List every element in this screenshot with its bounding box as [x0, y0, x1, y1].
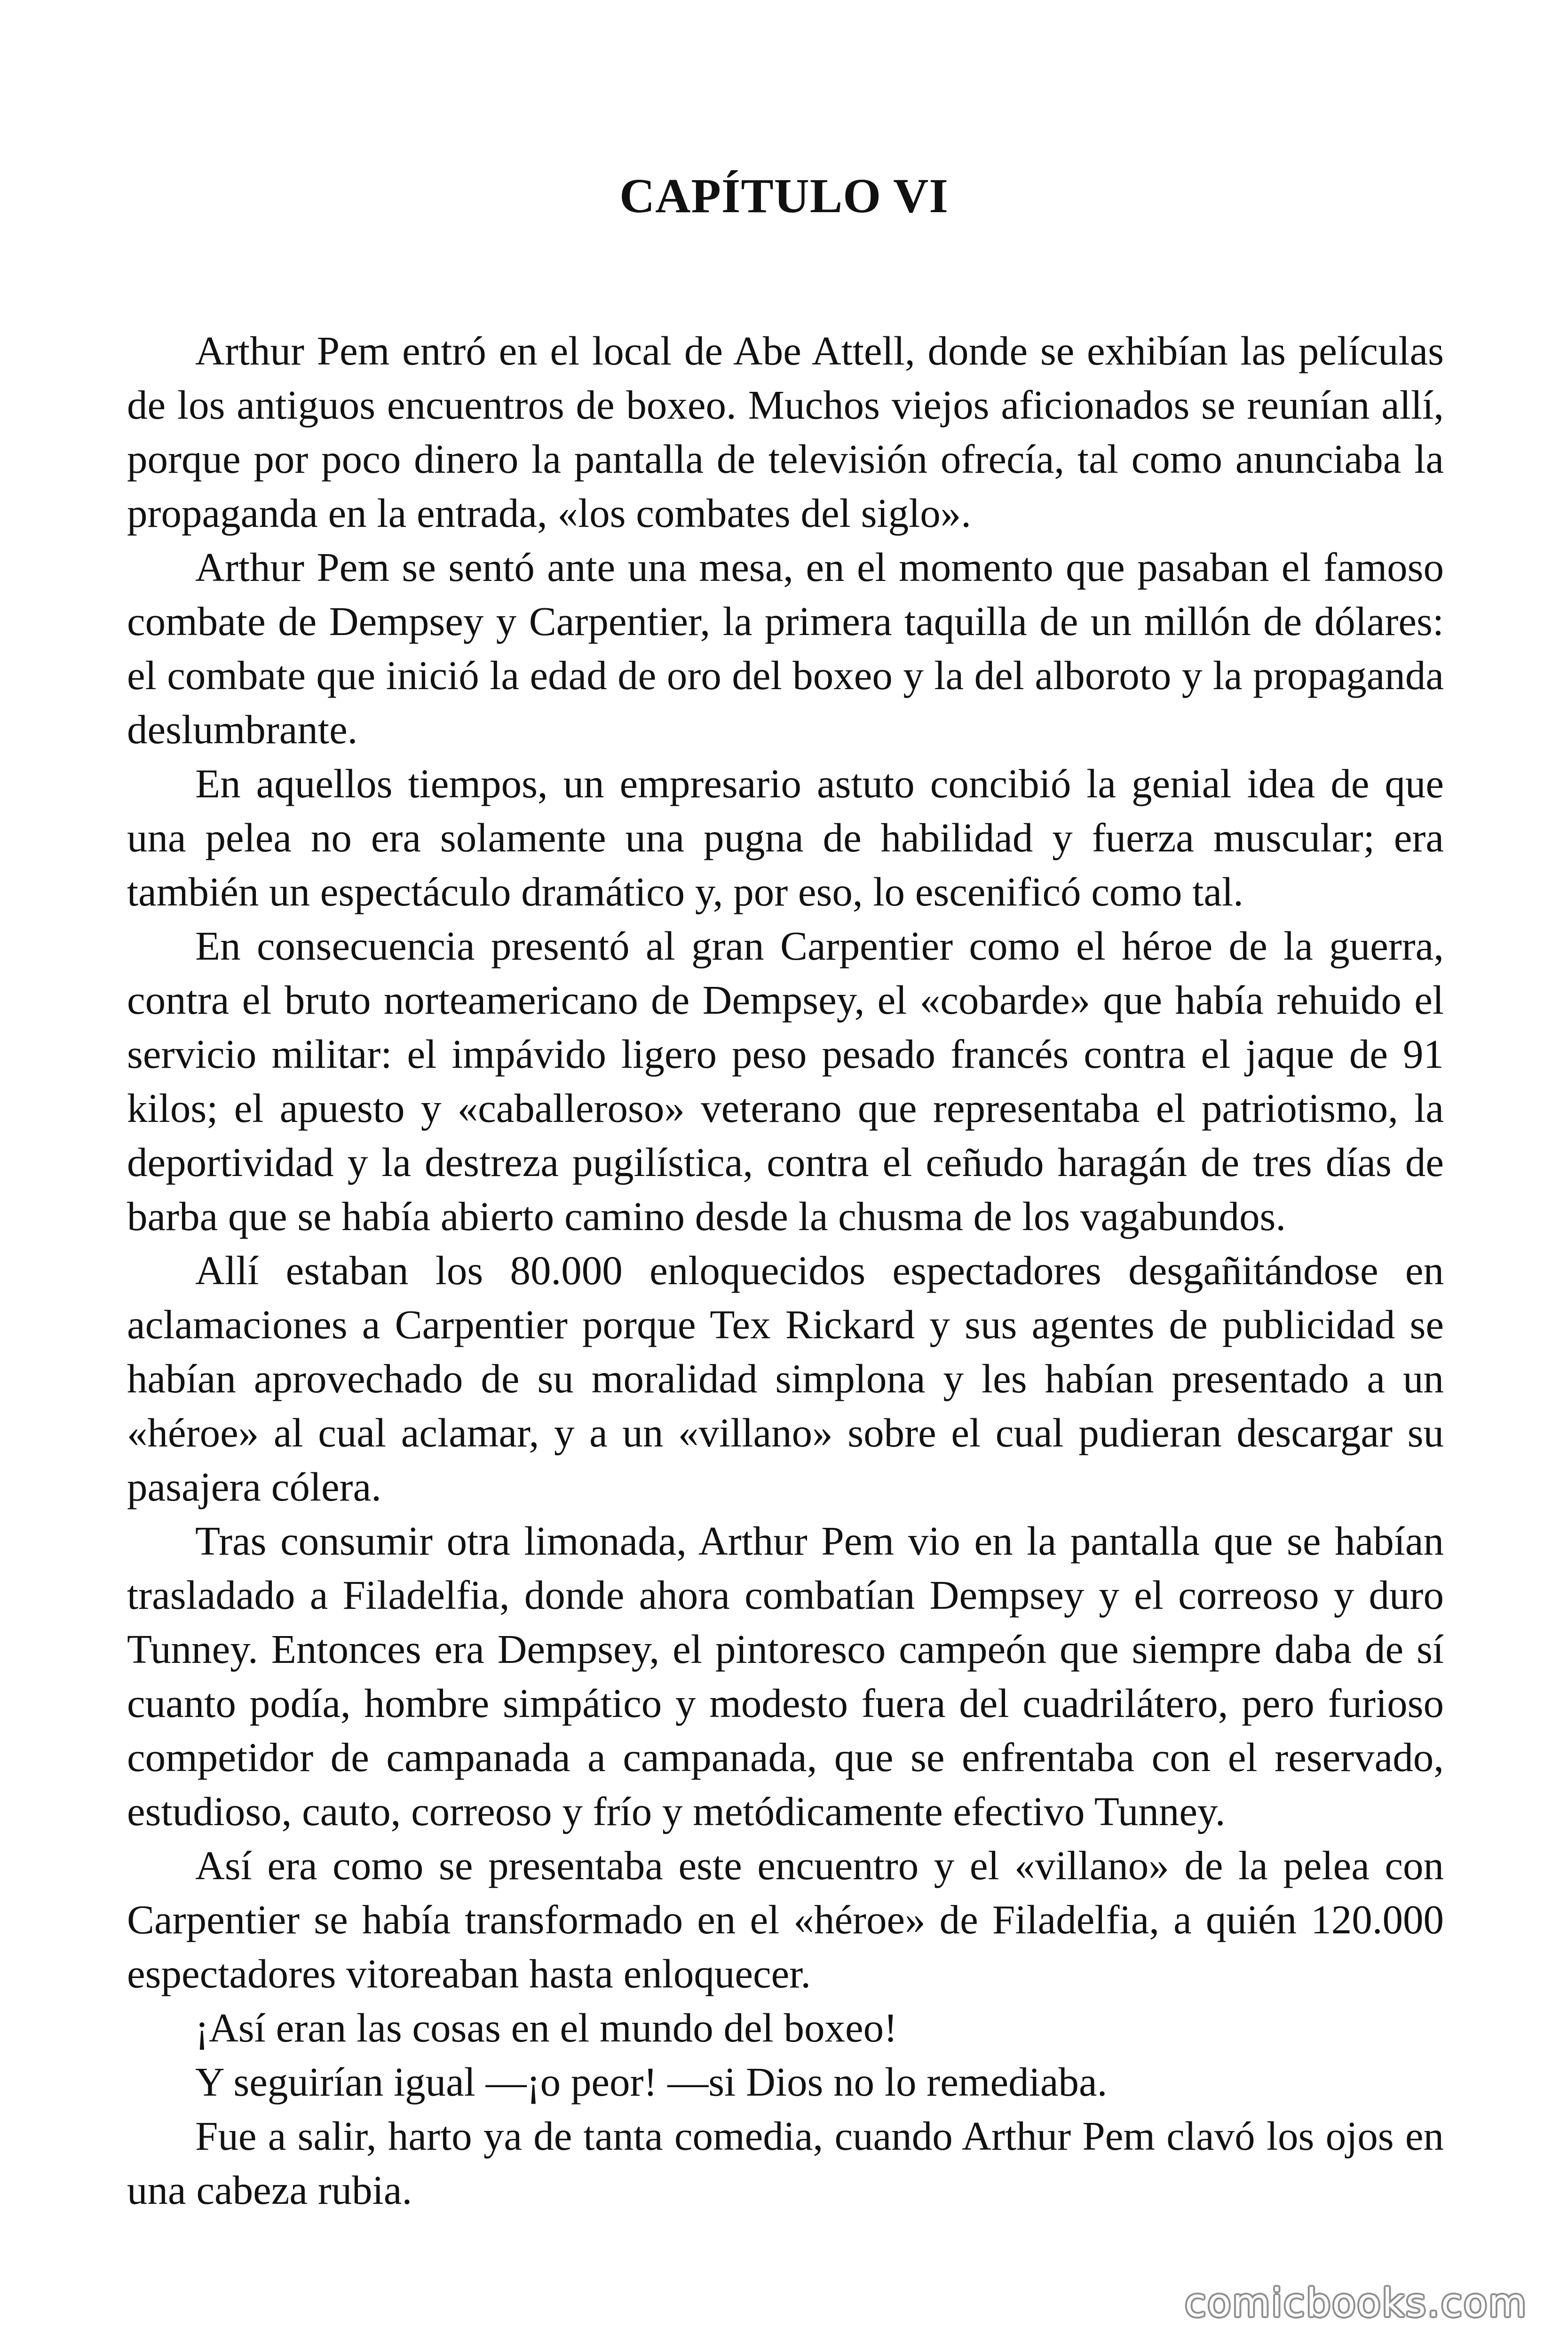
paragraph-9: Y seguirían igual —¡o peor! —si Dios no lo remediaba.: [195, 2059, 1108, 2105]
watermark: comicbooks.com: [1185, 2281, 1528, 2326]
paragraph-8: ¡Así eran las cosas en el mundo del boxeo!: [195, 2005, 898, 2050]
paragraph-4: En consecuencia presentó al gran Carpentier como el héroe de la guerra, contra el bruto norteamericano de Dempsey, el «cobarde» que había rehuido el servicio militar: el impávido ligero peso pesado francés contra el jaque de 91 kilos; el apuesto y «caballeroso» veterano que representaba el patriotismo, la deportividad y la destreza pugilística, contra el ceñudo haragán de tres días de barba que se había abierto camino desde la chusma de los vagabundos.: [127, 923, 1444, 1239]
paragraph-3: En aquellos tiempos, un empresario astuto concibió la genial idea de que una pelea no era solamente una pugna de habilidad y fuerza muscular; era también un espectáculo dramático y, por eso, lo escenificó como tal.: [127, 761, 1444, 914]
chapter-title: CAPÍTULO VI: [619, 169, 949, 223]
paragraph-7: Así era como se presentaba este encuentro y el «villano» de la pelea con Carpentier se había transformado en el «héroe» de Filadelfia, a quién 120.000 espectadores vitoreaban hasta enloquecer.: [127, 1843, 1444, 1996]
paragraph-6: Tras consumir otra limonada, Arthur Pem vio en la pantalla que se habían trasladado a Filadelfia, donde ahora combatían Dempsey y el correoso y duro Tunney. Entonces era Dempsey, el pintoresco campeón que siempre daba de sí cuanto podía, hombre simpático y modesto fuera del cuadrilátero, pero furioso competidor de campanada a campanada, que se enfrentaba con el reservado, estudioso, cauto, correoso y frío y metódicamente efectivo Tunney.: [127, 1518, 1444, 1834]
chapter-body: [127, 324, 1444, 2217]
paragraph-2: Arthur Pem se sentó ante una mesa, en el momento que pasaban el famoso combate de Dempsey y Carpentier, la primera taquilla de un millón de dólares: el combate que inició la edad de oro del boxeo y la del alboroto y la propaganda deslumbrante.: [127, 544, 1444, 752]
paragraph-5: Allí estaban los 80.000 enloquecidos espectadores desgañitándose en aclamaciones a Carpentier porque Tex Rickard y sus agentes de publicidad se habían aprovechado de su moralidad simplona y les habían presentado a un «héroe» al cual aclamar, y a un «villano» sobre el cual pudieran descargar su pasajera cólera.: [127, 1248, 1444, 1510]
paragraph-10: Fue a salir, harto ya de tanta comedia, cuando Arthur Pem clavó los ojos en una cabeza rubia.: [127, 2113, 1444, 2213]
paragraph-1: Arthur Pem entró en el local de Abe Attell, donde se exhibían las películas de los antiguos encuentros de boxeo. Muchos viejos aficionados se reunían allí, porque por poco dinero la pantalla de televisión ofrecía, tal como anunciaba la propaganda en la entrada, «los combates del siglo».: [127, 328, 1444, 536]
